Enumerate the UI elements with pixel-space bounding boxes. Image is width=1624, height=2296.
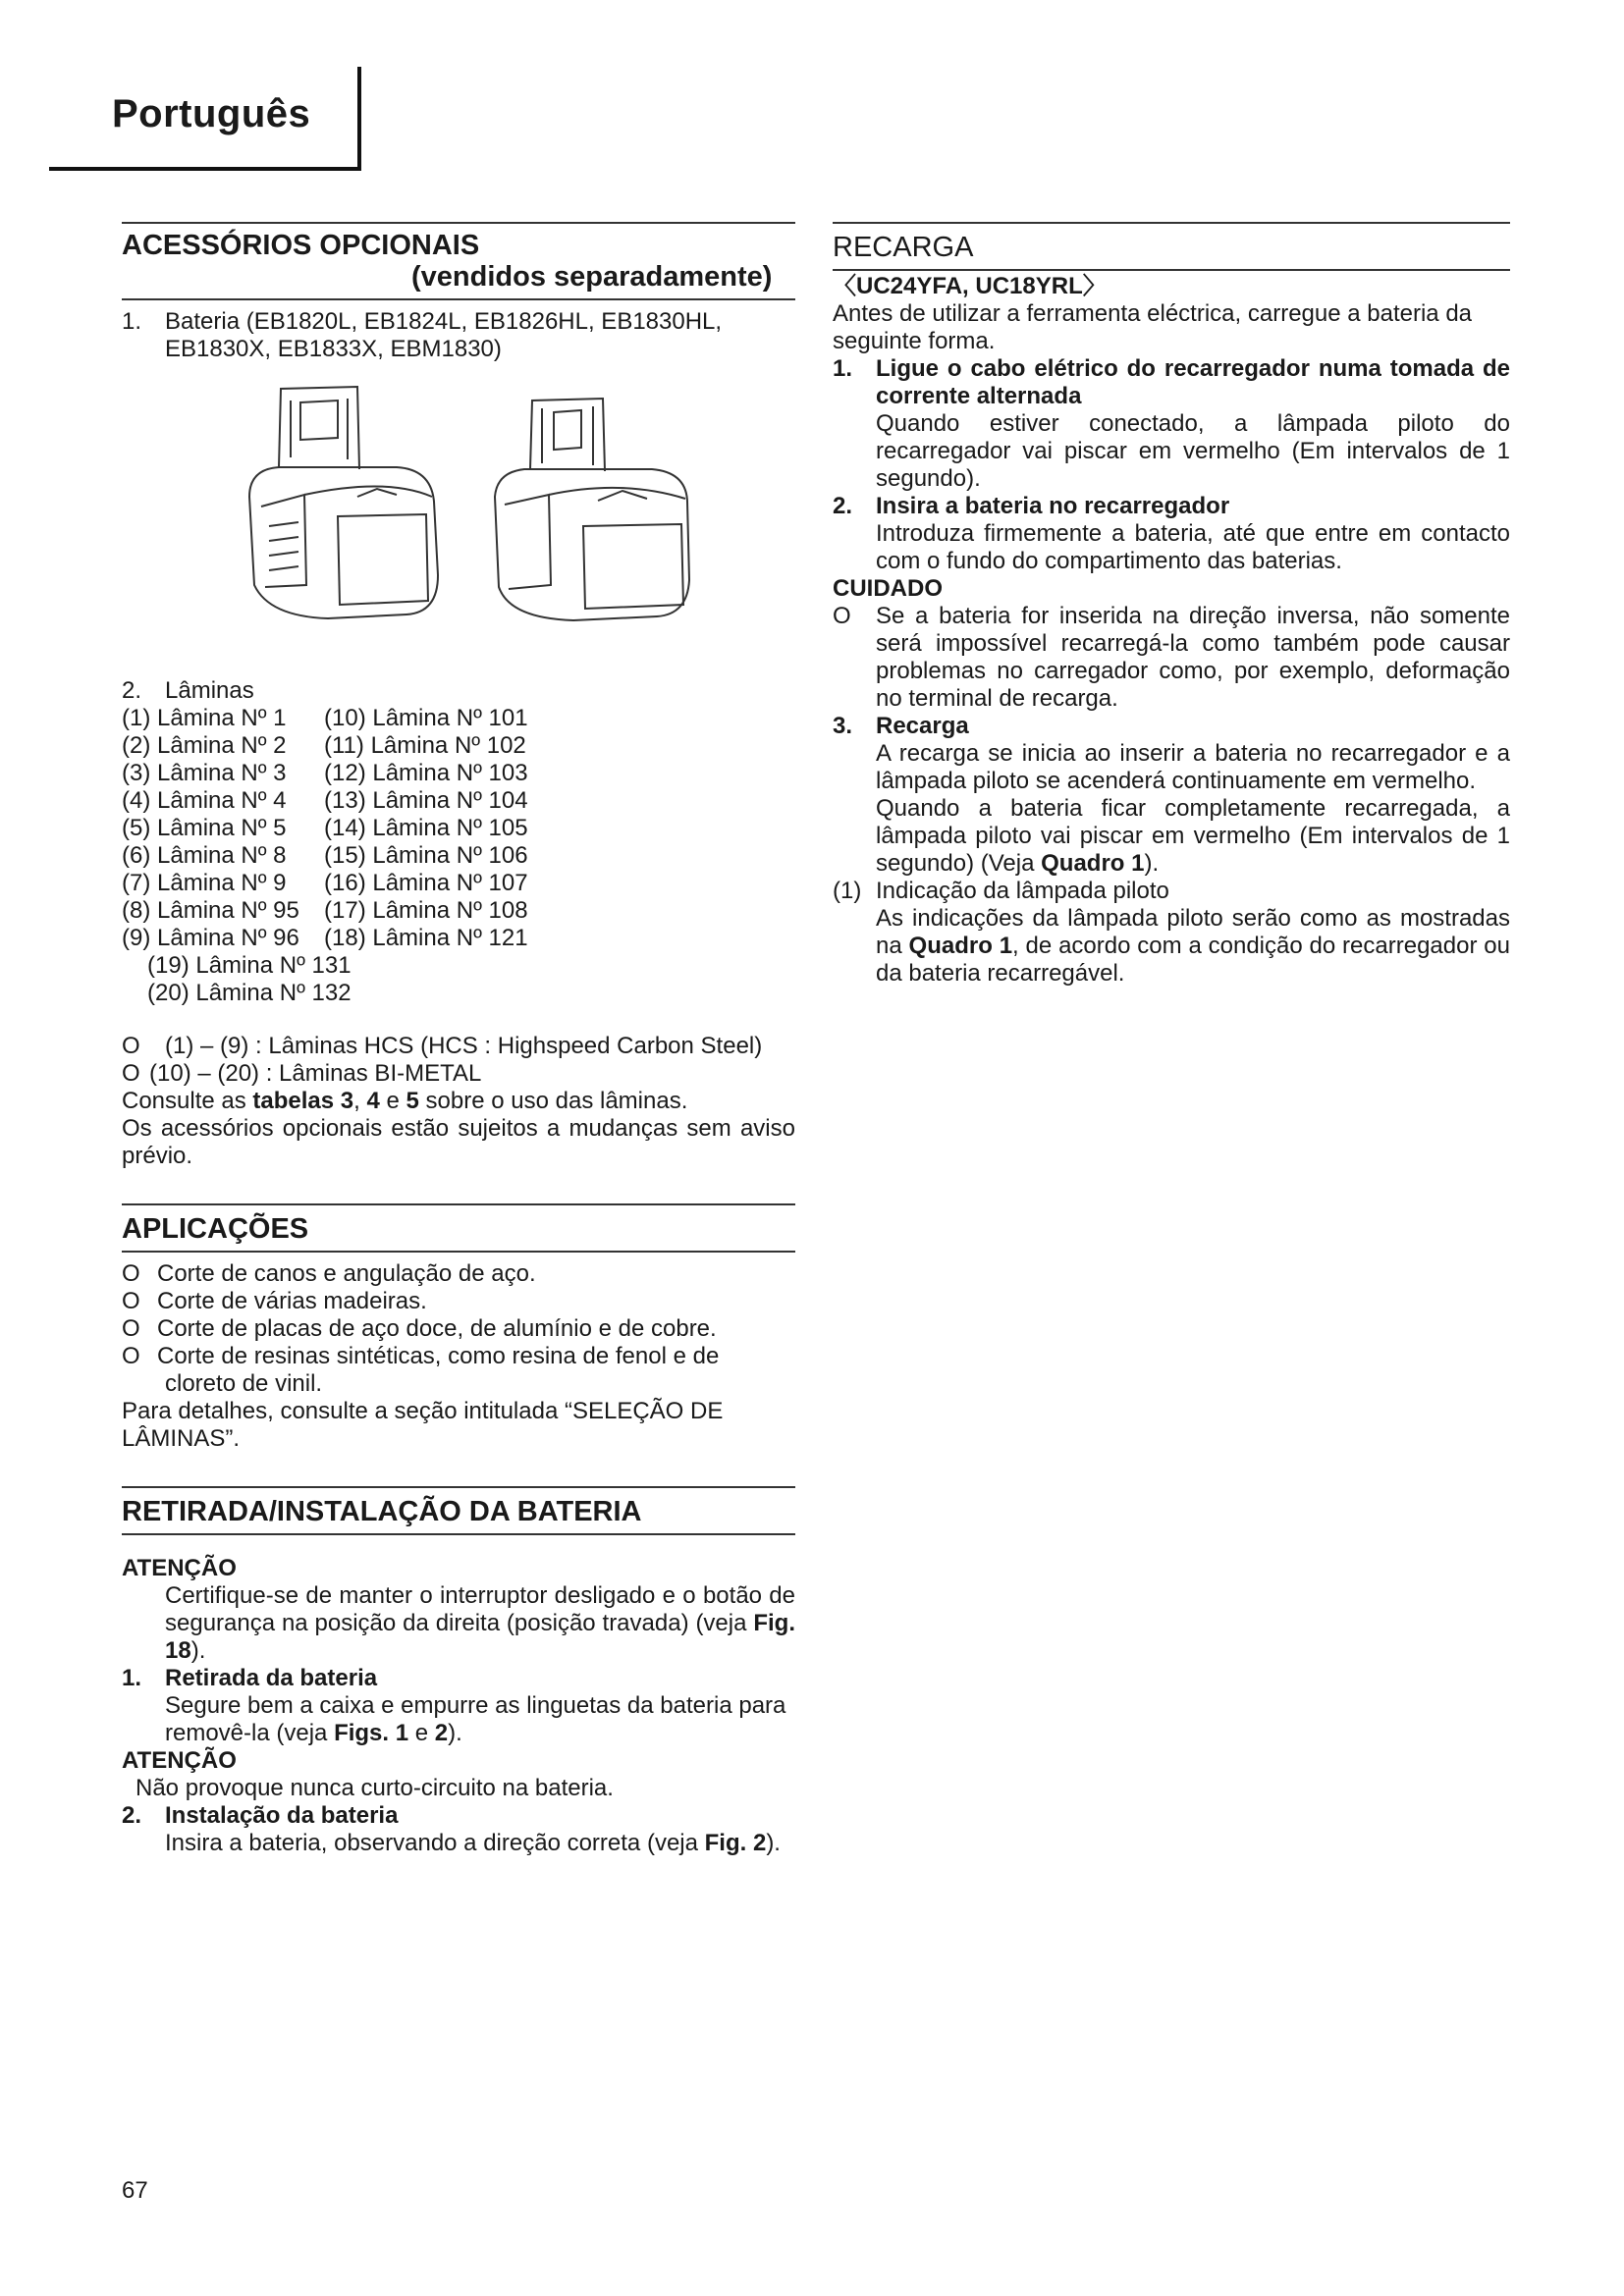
text-run: sobre o uso das lâminas.	[418, 1088, 688, 1114]
text-run: Certifique-se de manter o interruptor desligado e o botão de segurança na posição da direita (posição travada) (veja	[165, 1582, 795, 1636]
blade-item: (17) Lâmina Nº 108	[324, 897, 528, 924]
battery-illustration	[122, 379, 795, 671]
blade-row	[122, 732, 795, 760]
blade-row	[122, 842, 795, 870]
application-text: Corte de canos e angulação de aço.	[157, 1260, 536, 1287]
text-run: Consulte as	[122, 1088, 253, 1114]
text-run: ).	[766, 1830, 781, 1856]
item-number: 1.	[122, 308, 142, 335]
consult-tables-text	[122, 1088, 795, 1115]
step-title: Retirada da bateria	[165, 1665, 378, 1691]
step-text: Quando estiver conectado, a lâmpada piloto do recarregador vai piscar em vermelho (Em intervalos de 1 segundo).	[876, 410, 1510, 492]
blade-row	[122, 980, 795, 1007]
blade-row	[122, 760, 795, 787]
step-number: 2.	[122, 1802, 142, 1829]
blade-item: (16) Lâmina Nº 107	[324, 870, 528, 896]
accessories-heading	[122, 222, 795, 300]
text-run-bold: tabelas 3	[252, 1088, 354, 1114]
text-run-bold: Quadro 1	[1041, 850, 1145, 877]
bullet-circle-icon: O	[122, 1315, 140, 1342]
text-run: Segure bem a caixa e empurre as linguetas da bateria para removê-la (veja	[165, 1692, 786, 1746]
blade-item: (15) Lâmina Nº 106	[324, 842, 528, 869]
tab-divider-vertical	[357, 67, 361, 171]
blade-list	[122, 705, 795, 1007]
note-bimetal	[122, 1060, 795, 1088]
accessories-title: ACESSÓRIOS OPCIONAIS	[122, 230, 480, 261]
step-title: Insira a bateria no recarregador	[876, 493, 1230, 519]
blade-item: (2) Lâmina Nº 2	[122, 732, 287, 759]
blade-item: (11) Lâmina Nº 102	[324, 732, 526, 759]
blade-row	[122, 897, 795, 925]
blade-item: (14) Lâmina Nº 105	[324, 815, 528, 841]
blade-item: (10) Lâmina Nº 101	[324, 705, 528, 731]
caution-heading: ATENÇÃO	[122, 1555, 237, 1581]
caution-text	[122, 1582, 795, 1665]
applications-title: APLICAÇÕES	[122, 1213, 309, 1245]
item-text: Bateria (EB1820L, EB1824L, EB1826HL, EB1830HL, EB1830X, EB1833X, EBM1830)	[165, 308, 723, 362]
blade-item: (12) Lâmina Nº 103	[324, 760, 528, 786]
step-number: 1.	[833, 355, 853, 382]
accessory-item-blades	[122, 677, 795, 705]
blade-item: (1) Lâmina Nº 1	[122, 705, 287, 731]
text-run: As indicações da lâmpada piloto serão como as mostradas na	[876, 905, 1510, 959]
step-text: Introduza firmemente a bateria, até que entre em contacto com o fundo do compartimento das baterias.	[876, 520, 1510, 574]
step-number: 1.	[122, 1665, 142, 1691]
blade-item: (20) Lâmina Nº 132	[147, 980, 352, 1006]
item-text: Lâminas	[165, 677, 254, 704]
battery-packs-figure	[210, 379, 721, 671]
caution-text: Não provoque nunca curto-circuito na bateria.	[135, 1775, 614, 1801]
blade-item: (3) Lâmina Nº 3	[122, 760, 287, 786]
language-label: Português	[112, 92, 311, 135]
text-run-bold: Fig. 2	[704, 1830, 767, 1856]
blade-item: (6) Lâmina Nº 8	[122, 842, 287, 869]
step-heading	[122, 1802, 795, 1830]
text-run-bold: 5	[406, 1088, 419, 1114]
application-item	[122, 1260, 795, 1288]
recharge-heading	[833, 222, 1510, 271]
applications-details: Para detalhes, consulte a seção intitulada “SELEÇÃO DE LÂMINAS”.	[122, 1398, 724, 1452]
language-tab	[49, 67, 361, 171]
caution-text	[833, 603, 1510, 713]
bullet-circle-icon: O	[122, 1260, 140, 1287]
step-text	[122, 1692, 795, 1747]
text-run: e	[379, 1088, 406, 1114]
accessory-item-battery	[122, 308, 795, 363]
blade-item: (8) Lâmina Nº 95	[122, 897, 299, 924]
note-hcs	[122, 1033, 795, 1060]
pilot-number: (1)	[833, 878, 862, 904]
step-text: A recarga se inicia ao inserir a bateria no recarregador e a lâmpada piloto se acenderá continuamente em vermelho.	[876, 740, 1510, 794]
blade-item: (7) Lâmina Nº 9	[122, 870, 287, 896]
blade-item: (13) Lâmina Nº 104	[324, 787, 528, 814]
pilot-title: Indicação da lâmpada piloto	[876, 878, 1169, 904]
blade-row	[122, 815, 795, 842]
application-item	[122, 1315, 795, 1343]
pilot-lamp-text	[833, 905, 1510, 988]
step-number: 2.	[833, 493, 853, 519]
application-item	[122, 1343, 795, 1398]
text-run: Quando a bateria ficar completamente recarregada, a lâmpada piloto vai piscar em vermelho (Em intervalos de 1 segundo) (Veja	[876, 795, 1510, 877]
text-run: ,	[353, 1088, 367, 1114]
bullet-circle-icon: O	[122, 1343, 140, 1369]
application-text: Corte de placas de aço doce, de alumínio e de cobre.	[157, 1315, 717, 1342]
text-run: ).	[1144, 850, 1160, 877]
step-title: Instalação da bateria	[165, 1802, 399, 1829]
caution-heading: CUIDADO	[833, 575, 943, 602]
item-number: 2.	[122, 677, 142, 704]
note-text: (1) – (9) : Lâminas HCS (HCS : Highspeed Carbon Steel)	[165, 1033, 763, 1059]
application-text: Corte de resinas sintéticas, como resina de fenol e de cloreto de vinil.	[157, 1343, 720, 1397]
step-heading	[833, 493, 1510, 520]
step-number: 3.	[833, 713, 853, 739]
text-run-bold: Figs. 1	[334, 1720, 409, 1746]
battery-pack-right	[495, 399, 689, 620]
right-column	[833, 222, 1510, 988]
step-heading	[122, 1665, 795, 1692]
text-run: ).	[190, 1637, 206, 1664]
tab-divider-horizontal	[49, 167, 361, 171]
recharge-intro: Antes de utilizar a ferramenta eléctrica, carregue a bateria da seguinte forma.	[833, 300, 1473, 354]
blade-item: (5) Lâmina Nº 5	[122, 815, 287, 841]
step-title: Recarga	[876, 713, 969, 739]
note-text: (10) – (20) : Lâminas BI-METAL	[149, 1060, 482, 1087]
applications-heading	[122, 1203, 795, 1253]
text-run-bold: 4	[366, 1088, 380, 1114]
text-run: , de acordo com a condição do recarregador ou da bateria recarregável.	[876, 933, 1510, 987]
charger-models: 〈UC24YFA, UC18YRL〉	[833, 273, 1107, 299]
blade-item: (19) Lâmina Nº 131	[147, 952, 352, 979]
caution-heading: ATENÇÃO	[122, 1747, 237, 1774]
text-run-bold: Fig. 18	[165, 1610, 795, 1664]
page-number: 67	[122, 2177, 148, 2204]
text-run-bold: 2	[434, 1720, 449, 1746]
step-title: Ligue o cabo elétrico do recarregador numa tomada de corrente alternada	[876, 355, 1510, 409]
pilot-lamp-heading	[833, 878, 1510, 905]
application-text: Corte de várias madeiras.	[157, 1288, 427, 1314]
battery-title: RETIRADA/INSTALAÇÃO DA BATERIA	[122, 1496, 642, 1527]
battery-heading	[122, 1486, 795, 1535]
bullet-circle-icon: O	[122, 1033, 140, 1059]
step-text	[122, 1830, 795, 1857]
text-run: ).	[448, 1720, 462, 1746]
bullet-circle-icon: O	[122, 1060, 140, 1087]
blade-row	[122, 925, 795, 952]
blade-row	[122, 787, 795, 815]
bullet-circle-icon: O	[833, 603, 851, 629]
blade-row	[122, 705, 795, 732]
blade-row	[122, 870, 795, 897]
step-heading	[833, 713, 1510, 740]
step-text	[833, 795, 1510, 878]
application-item	[122, 1288, 795, 1315]
subject-to-change-text: Os acessórios opcionais estão sujeitos a mudanças sem aviso prévio.	[122, 1115, 795, 1169]
blade-item: (18) Lâmina Nº 121	[324, 925, 528, 951]
accessories-subtitle: (vendidos separadamente)	[411, 261, 773, 293]
text-run-bold: Quadro 1	[908, 933, 1013, 959]
battery-pack-left	[249, 387, 438, 618]
bullet-circle-icon: O	[122, 1288, 140, 1314]
blade-item: (4) Lâmina Nº 4	[122, 787, 287, 814]
step-heading	[833, 355, 1510, 410]
caution-body: Se a bateria for inserida na direção inversa, não somente será impossível recarregá-la como também pode causar problemas no carregador como, por exemplo, deformação no terminal de recarga.	[876, 603, 1510, 712]
text-run: e	[408, 1720, 435, 1746]
text-run: Insira a bateria, observando a direção correta (veja	[165, 1830, 705, 1856]
blade-item: (9) Lâmina Nº 96	[122, 925, 299, 951]
left-column	[122, 222, 795, 1857]
blade-row	[122, 952, 795, 980]
recharge-title: RECARGA	[833, 232, 974, 263]
